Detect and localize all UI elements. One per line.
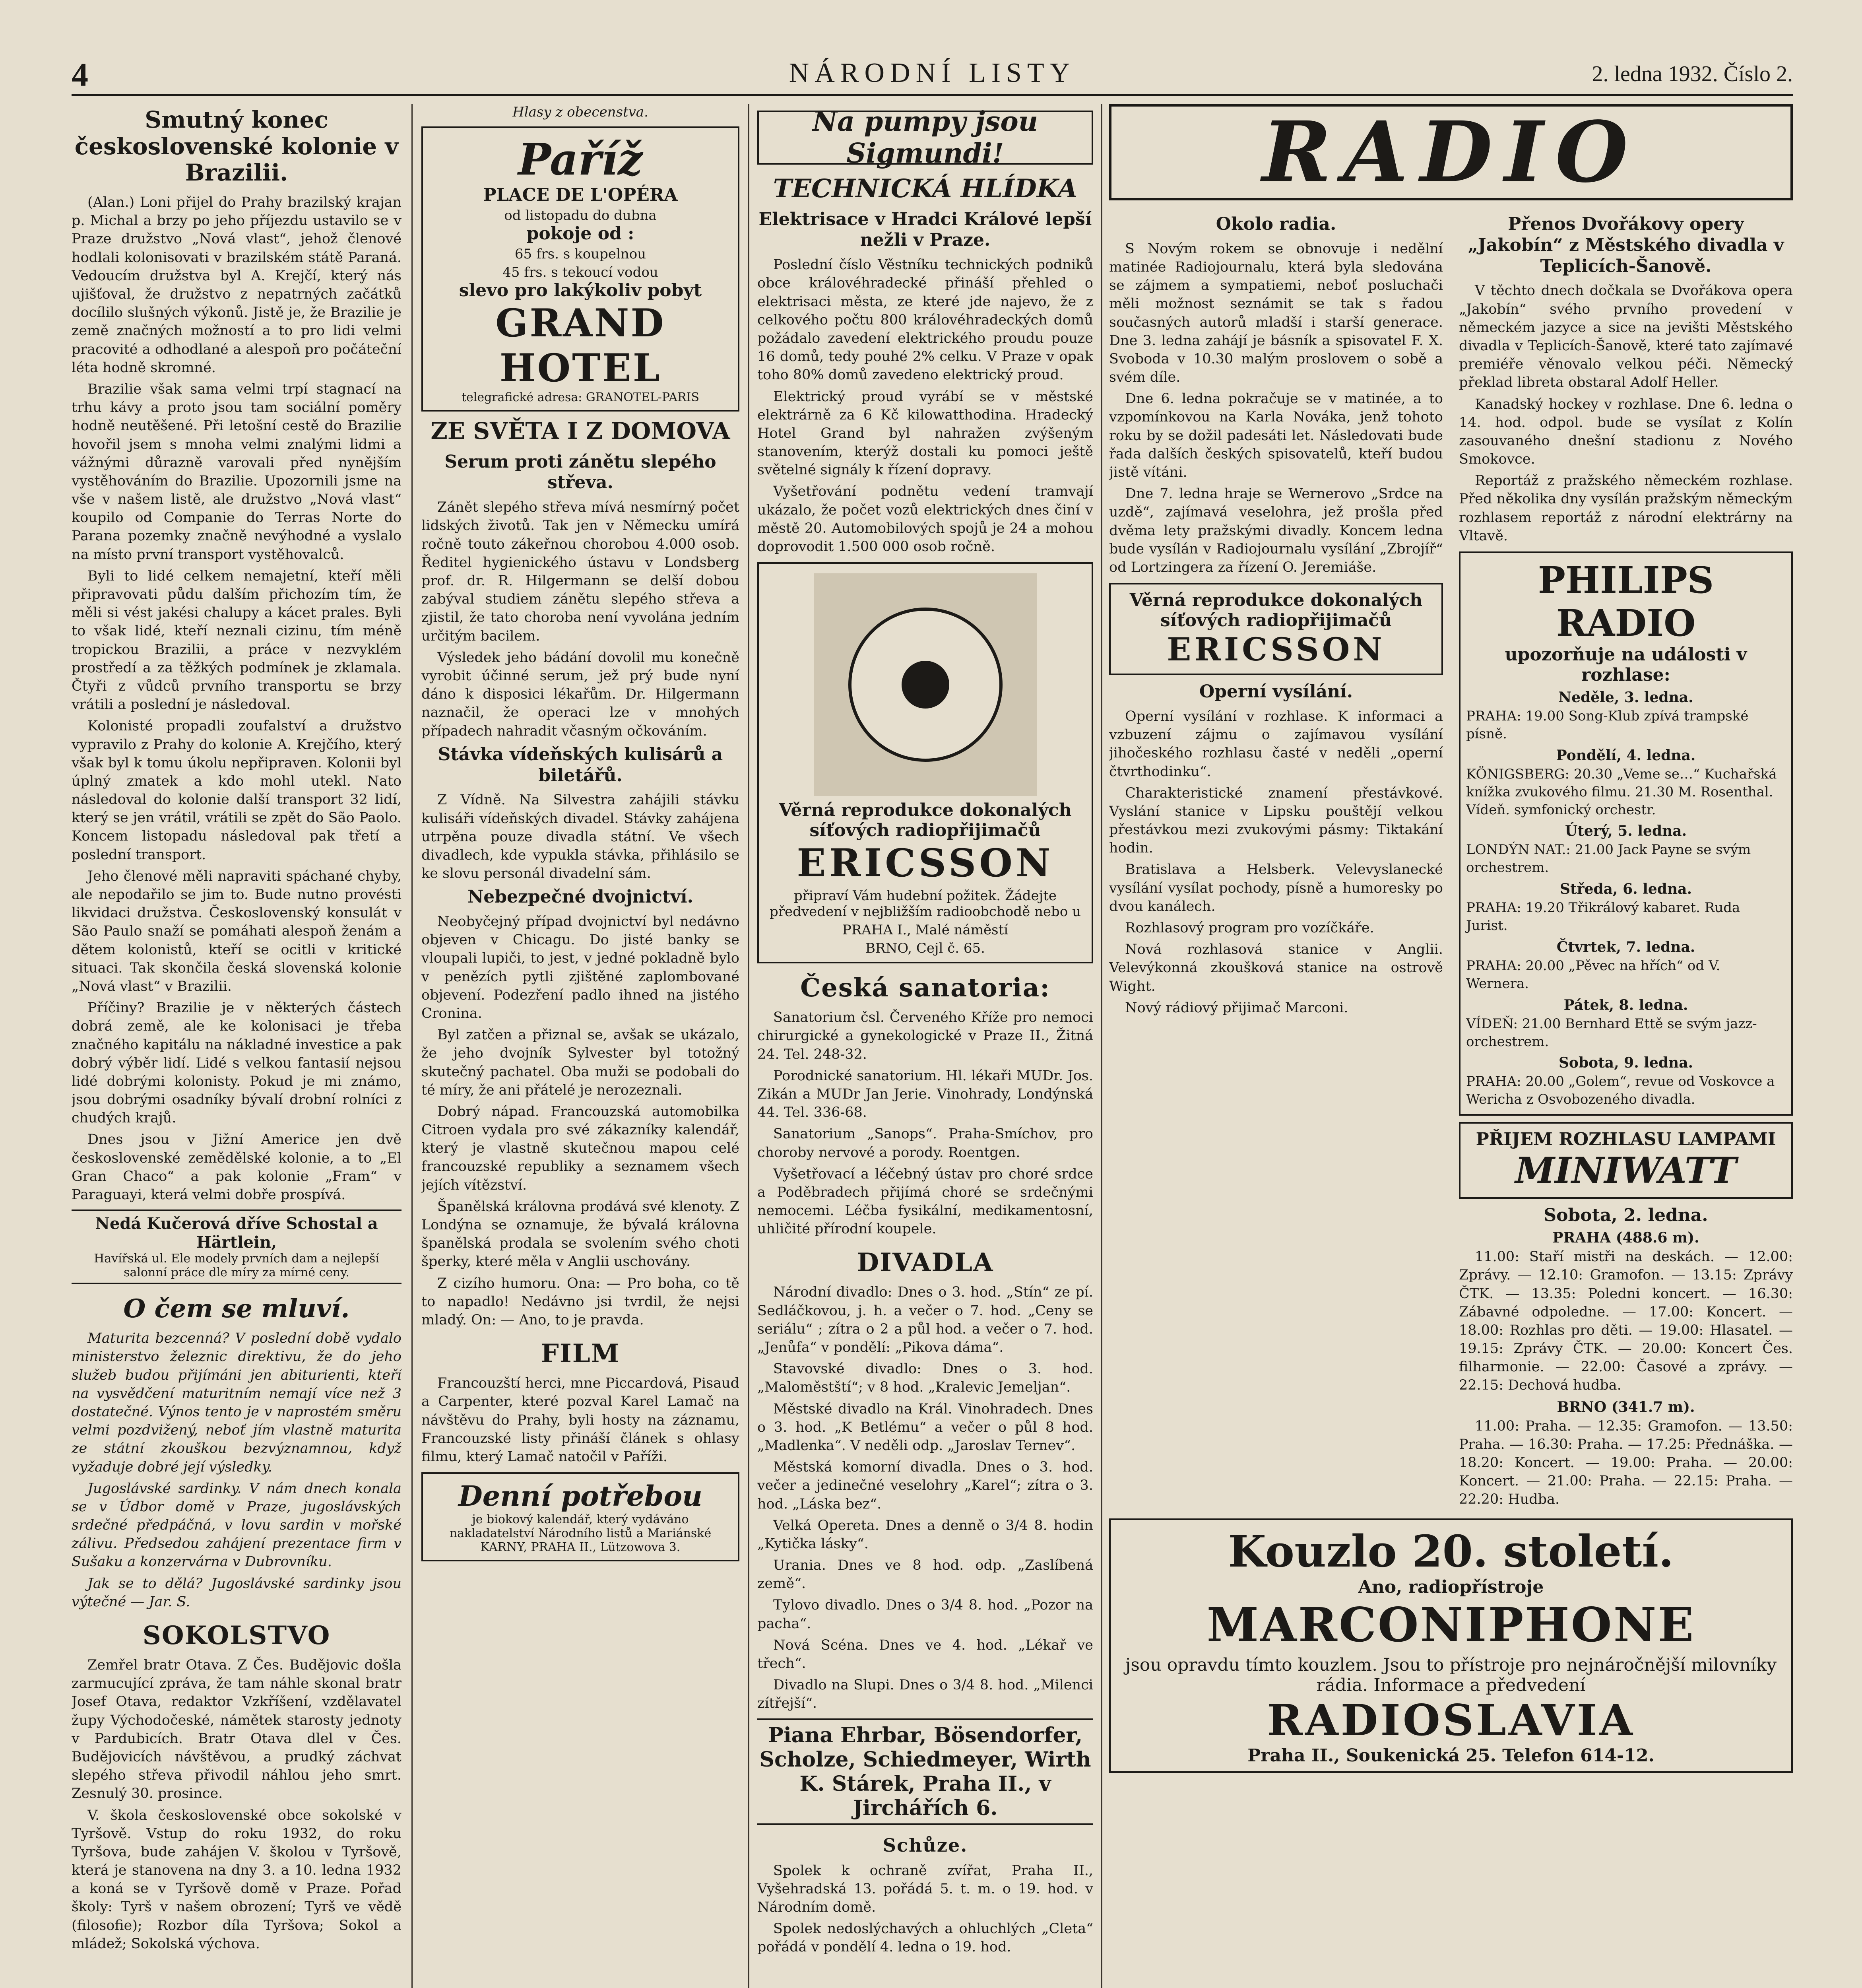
ericsson-small-advertisement xyxy=(1109,583,1443,675)
article-paragraph: Rozhlasový program pro vozíčkáře. xyxy=(1125,920,1374,936)
article-paragraph: Španělská královna prodává své klenoty. Z Londýna se oznamuje, že bývalá královna španělská prodala se svolením svého choti šperky, které měla v Anglii uschovány. xyxy=(421,1198,739,1270)
grand-hotel-advertisement xyxy=(421,126,739,412)
article-paragraph: Reportáž z pražského německém rozhlase. Před několika dny vysílán pražským německým rozhlasem reportáž z národní elektrárny na Vltavě. xyxy=(1459,473,1793,544)
program-entry: LONDÝN NAT.: 21.00 Jack Payne se svým orchestrem. xyxy=(1466,842,1751,876)
header-rule xyxy=(72,94,1793,96)
listing-item: Sanatorium čsl. Červeného Kříže pro nemoci chirurgické a gynekologické v Praze II., Žitná 24. Tel. 248-32. xyxy=(757,1010,1093,1062)
radio-section-title: RADIO xyxy=(1109,104,1793,200)
article-paragraph: Poslední číslo Věstníku technických podniků obce královéhradecké přináší přehled o elektrisaci města, ze které jde najevo, že z celkového počtu 800 královéhradeckých domů požádalo zavedení elektrického proudu pouze 16 domů, tedy pouhé 2% celku. V Praze v opak toho 80% domů zavedeno elektrický proud. xyxy=(757,257,1093,383)
article-headline: Elektrisace v Hradci Králové lepší nežli v Praze. xyxy=(758,209,1092,250)
section-heading: ZE SVĚTA I Z DOMOVA xyxy=(431,417,730,445)
listing-item: Sanatorium „Sanops“. Praha-Smíchov, pro choroby nervové a porody. Roentgen. xyxy=(757,1126,1093,1161)
ad-caption: Hlasy z obecenstva. xyxy=(512,104,648,120)
article-paragraph: Neobyčejný případ dvojnictví byl nedávno objeven v Chicagu. Do jisté banky se vloupali lupiči, to jest, v jedné pokladně bylo v penězích pytli zjištěné zaplombované objevení. Podezření padlo ihned na jistého Cronina. xyxy=(421,914,739,1021)
piano-advertisement: Piana Ehrbar, Bösendorfer, Scholze, Schiedmeyer, Wirth K. Stárek, Praha II., v Jirchářích 6. xyxy=(757,1718,1093,1825)
article-paragraph: Jugoslávské sardinky. V nám dnech konala se v Údbor domě v Praze, jugoslávských srdečné předpáčná, v lovu sardin v mořské zálivu. Předsedou zahájení prezentace firm v Sušaku a konzervárna v Dubrovníku. xyxy=(72,1480,401,1570)
column-4 xyxy=(1109,104,1793,1988)
theatre-listing: Národní divadlo: Dnes o 3. hod. „Stín“ ze pí. Sedláčkovou, j. h. a večer o 7. hod. „Ceny se seriálu“ ; zítra o 2 a půl hod. a večer o 7. hod. „Jenůfa“ v pondělí: „Pikova dáma“. xyxy=(757,1284,1093,1355)
ad-line: PŘIJEM ROZHLASU LAMPAMI xyxy=(1476,1129,1776,1150)
article-paragraph: S Novým rokem se obnovuje i nedělní matinée Radiojournalu, která byla sledována se zájmem a sympatiemi, neboť posluchači měli možnost seznámit se tak s řadou současných autorů mladší i starší generace. Dne 3. ledna zahájí je básník a spisovatel F. X. Svoboda v 10.30 malým proslovem o sobě a svém díle. xyxy=(1109,241,1443,386)
column-3 xyxy=(757,104,1093,1988)
listing-item: Vyšetřovací a léčebný ústav pro choré srdce a Poděbradech přijímá choré se srdečnými nemocemi. Léčba fysikální, medikamentosní, uhličité přírodní koupele. xyxy=(757,1166,1093,1237)
marconiphone-advertisement xyxy=(1109,1518,1793,1773)
radio-subcolumn-left xyxy=(1109,210,1443,1512)
theatre-listing: Velká Operetа. Dnes a denně o 3/4 8. hodin „Kytička lásky“. xyxy=(757,1517,1093,1552)
ad-line: připraví Vám hudební požitek. Žádejte předvedení v nejbližším radioobchodě nebo u xyxy=(770,888,1081,920)
section-heading: Česká sanatoria: xyxy=(800,973,1050,1003)
ad-title: Denní potřebou xyxy=(458,1479,702,1513)
ad-line: Ano, radiopřístroje xyxy=(1358,1576,1544,1597)
ad-subtitle: PLACE DE L'OPÉRA xyxy=(483,185,678,205)
article-paragraph: Brazilie však sama velmi trpí stagnací na trhu kávy a proto jsou tam sociální poměry hodně neutěšené. Při letošní cestě do Brazilie hovořil jsem s mnoha velmi znalými lidmi a vážnými důrazně varovali před nynějším vystěhováním do Brazilie. Upozornili jsme na vše v našem listě, ale družstvo „Nová vlast“ koupilo od Companie do Terras Norte do Parana pozemky značně nevýhodné a vyslalo na místo první transport vystěhovalců. xyxy=(72,381,401,563)
article-paragraph: Spolek nedoslýchavých a ohluchlých „Cleta“ pořádá v pondělí 4. ledna o 19. hod. xyxy=(757,1921,1093,1955)
theatre-listing: Nová Scéna. Dnes ve 4. hod. „Lékař ve třech“. xyxy=(757,1637,1093,1672)
article-headline: Okolo radia. xyxy=(1216,214,1336,234)
program-day: Pondělí, 4. ledna. xyxy=(1556,747,1696,764)
article-paragraph: Nový rádiový přijimač Marconi. xyxy=(1125,1000,1348,1016)
column-2 xyxy=(421,104,739,1988)
article-paragraph: Dne 7. ledna hraje se Wernerovo „Srdce na uzdě“, zajímavá veselohra, jež prošla před dvěma lety pražskými divadly. Koncem ledna bude vysílán v Radiojournalu vysílání „Zbrojíř“ od Lortzingera za řízení O. Jeremiáše. xyxy=(1109,486,1443,575)
article-paragraph: Byl zatčen a přiznal se, avšak se ukázalo, že jeho dvojník Sylvester byl totožný skutečný pachatel. Oba muži se podobali do té míry, že ani přátelé je nerozeznali. xyxy=(421,1027,739,1098)
radio-subcolumn-right xyxy=(1459,210,1793,1512)
ericsson-advertisement xyxy=(757,562,1093,963)
ad-address: PRAHA I., Malé náměstí xyxy=(842,922,1009,938)
program-schedule: 11.00: Staří mistři na deskách. — 12.00: Zprávy. — 12.10: Gramofon. — 13.15: Zprávy ČTK. — 13.35: Poledni koncert. — 16.30: Zábavné odpoledne. — 17.00: Koncert. — 18.00: Rozhlas pro děti. — 19.00: Hlasatel. — 19.15: Zprávy ČTK. — 20.00: Koncert Čes. filharmonie. — 22.00: Časové a zprávy. — 22.15: Dechová hudba. xyxy=(1459,1249,1793,1394)
article-headline: Operní vysílání. xyxy=(1199,681,1353,702)
ad-headline: Kouzlo 20. století. xyxy=(1228,1525,1674,1577)
theatre-listing: Tylovo divadlo. Dnes o 3/4 8. hod. „Pozor na pacha“. xyxy=(757,1597,1093,1632)
advertisement xyxy=(72,1209,401,1284)
section-heading: Schůze. xyxy=(883,1834,968,1856)
program-day: Pátek, 8. ledna. xyxy=(1563,996,1688,1013)
ad-price: 45 frs. s tekoucí vodou xyxy=(502,264,658,280)
article-paragraph: Spolek k ochraně zvířat, Praha II., Vyšehradská 13. pořádá 5. t. m. o 19. hod. v Národním domě. xyxy=(757,1862,1093,1915)
ad-firm: RADIOSLAVIA xyxy=(1267,1695,1635,1745)
article-paragraph: Jak se to dělá? Jugoslávské sardinky jsou výtečné — Jar. S. xyxy=(72,1575,401,1610)
article-paragraph: Dobrý nápad. Francouzská automobilka Citroen vydala pro své zákazníky kalendář, který je vlastně skutečnou mapou celé francouzské republiky a seznamem všech jejích vítězství. xyxy=(421,1103,739,1193)
program-day: Neděle, 3. ledna. xyxy=(1558,689,1693,706)
article-paragraph: Vyšetřování podnětu vedení tramvají ukázalo, že počet vozů elektrických dnes činí v městě 20. Automobilových spojů je 24 a mohou doprovodit 1.500 000 osob ročně. xyxy=(757,483,1093,555)
ad-text: je biokový kalendář, který vydáváno nakladatelství Národního listů a Mariánské KARNY, PRAHA II., Lützowova 3. xyxy=(449,1512,712,1555)
ad-text: jsou opravdu tímto kouzlem. Jsou to přístroje pro nejnáročnější milovníky rádia. Informace a předvedení xyxy=(1125,1654,1777,1695)
article-paragraph: Dnes jsou v Jižní Americe jen dvě československé zemědělské kolonie, a to „El Gran Chaco“ a pak kolonie „Fram“ v Paraguayi, která velmi dobře prospívá. xyxy=(72,1132,401,1203)
article-paragraph: Zánět slepého střeva mívá nesmírný počet lidských životů. Tak jen v Německu umírá ročně touto zákeřnou chorobou 4.000 osob. Ředitel hygienického ústavu v Londsberg prof. dr. R. Hilgermann se delší dobou zabýval studiem zánětu slepého střeva a zjistil, že tato choroba není vyvolána jedním určitým bacilem. xyxy=(421,499,739,644)
program-entry: KÖNIGSBERG: 20.30 „Veme se…“ Kuchařská knížka zvukového filmu. 21.30 M. Rosenthal. Vídeň. symfonický orchestr. xyxy=(1466,766,1777,818)
section-heading: O čem se mluví. xyxy=(123,1294,350,1324)
ad-text: Havířská ul. Ele modely prvních dam a nejlepší salonní práce dle míry za mírné ceny. xyxy=(94,1252,379,1280)
program-entry: PRAHA: 19.20 Třikrálový kabaret. Ruda Jurist. xyxy=(1466,900,1740,934)
article-headline: Serum proti zánětu slepého střeva. xyxy=(444,451,716,493)
article-paragraph: V. škola československé obce sokolské v Tyršově. Vstup do roku 1932, do roku Tyršova, bude zahájen V. školou v Tyršově, která je stanovena na dny 3. a 10. ledna 1932 a koná se v Tyršově domě v Praze. Pořad školy: Tyrš v našem obrození; Tyrš ve vědě (filosofie); Rozbor díla Tyršova; Sokol a mládež; Sokolská výchova. xyxy=(72,1807,401,1952)
philips-advertisement xyxy=(1459,551,1793,1116)
article-paragraph: Z cizího humoru. Ona: — Pro boha, co tě to napadlo! Nedávno jsi tvrdil, že nejsi mladý. On: — Ano, to je pravda. xyxy=(421,1275,739,1328)
ad-brand: GRAND HOTEL xyxy=(495,301,665,390)
ad-slogan: slevo pro lakýkoliv pobyt xyxy=(459,280,702,301)
ad-address: BRNO, Cejl č. 65. xyxy=(865,940,985,957)
calendar-advertisement xyxy=(421,1472,739,1561)
article-headline: Přenos Dvořákovy opery „Jakobín“ z Městského divadla v Teplicích-Šanově. xyxy=(1468,214,1784,276)
ad-subtitle: upozorňuje na události v rozhlase: xyxy=(1505,645,1747,685)
article-paragraph: Příčiny? Brazilie je v některých částech dobrá země, ale ke kolonisaci je třeba značného kapitálu na nákladné investice a pak dobrý výběr lidí. Lidé s velkou fantasií nejsou lidé dobrými kolonisty. Pokud je mi známo, jsou dobrými osadníky bývalí drobní rolníci z chudých krajů. xyxy=(72,1000,401,1126)
program-schedule: 11.00: Praha. — 12.35: Gramofon. — 13.50: Praha. — 16.30: Praha. — 17.25: Přednáška. — 18.20: Koncert. — 19.00: Praha. — 20.00: Koncert. — 21.00: Praha. — 22.15: Praha. — 22.20: Hudba. xyxy=(1459,1418,1793,1508)
masthead: NÁRODNÍ LISTY xyxy=(789,58,1076,88)
article-paragraph: Kolonisté propadli zoufalství a družstvo vypravilo z Prahy do kolonie A. Krejčího, který však byl k tomu úkolu nepřipraven. Kolonii byl úplný zmatek a kdo mohl utekl. Nato následoval do kolonie další transport 32 lidí, který se jen vrátil, vrátili se zpět do São Paolo. Koncem listopadu následoval pak třetí a poslední transport. xyxy=(72,718,401,863)
program-day: Úterý, 5. ledna. xyxy=(1565,823,1687,840)
issue-date: 2. ledna 1932. Číslo 2. xyxy=(1592,62,1793,86)
article-headline: Nebezpečné dvojnictví. xyxy=(467,887,693,907)
article-paragraph: Dne 6. ledna pokračuje se v matinée, a to vzpomínkovou na Karla Nováka, jenž tohoto roku by se dožil padesáti let. Následovati bude řada dalších českých spisovatelů, kteří budou jistě vítáni. xyxy=(1109,391,1443,481)
article-paragraph: Operní vysílání v rozhlase. K informaci a vzbuzení zájmu o zajímavou vysílání jihočeského rozhlasu časté v neděli „operní čtvrthodinku“. xyxy=(1109,708,1443,780)
section-heading: SOKOLSTVO xyxy=(142,1621,331,1650)
ad-price: 65 frs. s koupelnou xyxy=(514,246,646,262)
section-heading: FILM xyxy=(541,1339,620,1369)
ad-brand: ERICSSON xyxy=(797,841,1054,886)
article-paragraph: Francouzští herci, mne Piccardová, Pisaud a Carpenter, které pozval Karel Lamač na návštěvu do Prahy, byli hosty na záznamu, Francouzské listy přináší článek s ohlasy filmu, který Lamač natočil v Paříži. xyxy=(421,1375,739,1465)
column-divider xyxy=(748,104,749,1988)
section-heading: TECHNICKÁ HLÍDKA xyxy=(773,174,1078,204)
article-paragraph: Nová rozhlasová stanice v Anglii. Velevýkonná zkoušková stanice na ostrově Wight. xyxy=(1109,942,1443,994)
radio-top xyxy=(1109,210,1793,1512)
article-paragraph: Zemřel bratr Otava. Z Čes. Budějovic došla zarmucující zpráva, že tam náhle skonal bratr Josef Otava, redaktor Vzkříšení, vzdělavatel župy Východočeské, námětek starosty jednoty v Pardubicích. Bratr Otava dlel v Čes. Budějovicích návštěvou, a prudký záchvat slepého střeva přivodil náhlou jeho smrt. Zesnulý 30. prosince. xyxy=(72,1657,401,1802)
article-headline: Smutný konec československé kolonie v Brazilii. xyxy=(74,106,399,186)
column-1 xyxy=(72,104,401,1988)
ad-brand: MARCONIPHONE xyxy=(1206,1597,1695,1652)
theatre-listing: Urania. Dnes ve 8 hod. odp. „Zaslíbená země“. xyxy=(757,1557,1093,1592)
article-paragraph: Charakteristické znamení přestávkové. Vyslání stanice v Lipsku pouštějí velkou přestávkou mezi zvukovými pásmy: Tiktakání hodin. xyxy=(1109,785,1443,856)
ad-brand: ERICSSON xyxy=(1167,631,1385,668)
ad-city: Paříž xyxy=(518,134,643,185)
column-divider xyxy=(411,104,413,1988)
miniwatt-advertisement xyxy=(1459,1122,1793,1199)
article-paragraph: Elektrický proud vyrábí se v městské elektrárně za 6 Kč kilowatthodina. Hradecký Hotel Grand byl nahražen zvýšeným stanovením, kterýž dostali ku pomoci ještě světelné signály k řízení dopravy. xyxy=(757,388,1093,478)
ad-telegraph: telegrafické adresa: GRANOTEL-PARIS xyxy=(461,390,700,404)
gramophone-illustration-icon xyxy=(814,573,1037,796)
program-entry: PRAHA: 20.00 „Pěvec na hřích“ od V. Wernera. xyxy=(1466,957,1720,992)
ad-title: Nedá Kučerová dříve Schostal a Härtlein, xyxy=(95,1214,378,1252)
ad-line: Věrná reprodukce dokonalých síťových radiopřijimačů xyxy=(779,800,1072,841)
ad-brand: PHILIPS RADIO xyxy=(1538,559,1714,645)
article-paragraph: Výsledek jeho bádání dovolil mu konečně vyrobit účinné serum, jež prý bude nyní dáno k disposici lékařům. Dr. Hilgermann naznačil, že operaci lze v mnohých případech nahradit včasným očkováním. xyxy=(421,649,739,739)
page-number: 4 xyxy=(72,56,88,93)
program-entry: PRAHA: 20.00 „Golem“, revue od Voskovce a Wericha z Osvobozeného divadla. xyxy=(1466,1074,1775,1108)
program-entry: PRAHA: 19.00 Song-Klub zpívá trampské písně. xyxy=(1466,708,1749,742)
ad-line: od listopadu do dubna xyxy=(504,208,657,223)
sigmund-pump-advertisement xyxy=(757,106,1093,169)
theatre-listing: Stavovské divadlo: Dnes o 3. hod. „Maloměstští“; v 8 hod. „Kralevic Jemeljan“. xyxy=(757,1361,1093,1396)
section-heading: DIVADLA xyxy=(857,1248,994,1278)
ad-line: Věrná reprodukce dokonalých síťových radiopřijimačů xyxy=(1129,590,1423,631)
ad-address: Praha II., Soukenická 25. Telefon 614-12. xyxy=(1247,1745,1654,1766)
program-day: Čtvrtek, 7. ledna. xyxy=(1556,938,1695,955)
article-paragraph: (Alan.) Loni přijel do Prahy brazilský krajan p. Michal a brzy po jeho příjezdu ustavilo se v Praze družstvo „Nová vlast“, jehož členové hodlali kolonisovati v brazilském státě Paraná. Vedoucím družstva byl A. Krejčí, který nás ujišťoval, že družstvo z nepatrných začátků docílilo slušných výkonů. Jistě je, že Brazilie je země značných možností a to pro lidi velmi pracovité a odhodlané a alespoň pro počáteční léta hodně skromné. xyxy=(72,194,401,376)
ad-brand: MINIWATT xyxy=(1515,1149,1737,1192)
program-entry: VÍDEŇ: 21.00 Bernhard Ettě se svým jazz-orchestrem. xyxy=(1466,1015,1757,1050)
theatre-listing: Divadlo na Slupi. Dnes o 3/4 8. hod. „Milenci zítřejší“. xyxy=(757,1677,1093,1712)
article-paragraph: Maturita bezcenná? V poslední době vydalo ministerstvo železnic direktivu, že do jeho služeb budou přijímáni jen abiturienti, kteří na vysvědčení maturitním nemají více než 3 dostatečné. Výnos tento je v naprostém směru velmi pozdvižený, neboť jím vlastně maturita ze státní zkouškou bezvýznamnou, když vyžaduje dobré její výsledky. xyxy=(72,1330,401,1475)
theatre-listing: Městská komorní divadla. Dnes o 3. hod. večer a jedinečné veselohry „Karel“; zítra o 3. hod. „Láska bez“. xyxy=(757,1459,1093,1512)
page-header xyxy=(72,56,1793,91)
program-day: Sobota, 2. ledna. xyxy=(1544,1205,1708,1226)
program-station: PRAHA (488.6 m). xyxy=(1552,1229,1699,1246)
article-paragraph: Kanadský hockey v rozhlase. Dne 6. ledna o 14. hod. odpol. bude se vysílat z Kolín zasouvaného dnešní stadionu z Nového Smokovce. xyxy=(1459,396,1793,468)
article-paragraph: Jeho členové měli napraviti spáchané chyby, ale nepodařilo se jim to. Bude nutno provésti likvidaci družstva. Československý konsulát v São Paulo snaží se pomáhati alespoň ženám a dětem kolonistů, kteří se ocitli v kritické situaci. Tak skončila česká slovenská kolonie „Nová vlast“ v Brazilii. xyxy=(72,868,401,994)
article-paragraph: Bratislava a Helsberk. Velevyslanecké vysílání vysílat pochody, písně a humoresky po dvou kanálech. xyxy=(1109,862,1443,914)
column-divider xyxy=(1101,104,1102,1988)
listing-item: Porodnické sanatorium. Hl. lékaři MUDr. Jos. Zikán a MUDr Jan Jerie. Vinohrady, Londýnská 44. Tel. 336-68. xyxy=(757,1068,1093,1121)
ad-price: pokoje od : xyxy=(526,223,634,244)
ad-slogan: Na pumpy jsou Sigmundi! xyxy=(812,106,1038,169)
article-headline: Stávka vídeňských kulisárů a biletářů. xyxy=(438,744,723,786)
theatre-listing: Městské divadlo na Král. Vinohradech. Dnes o 3. hod. „K Betlému“ a večer o půl 8 hod. „Madlenka“. V neděli odp. „Jaroslav Ternev“. xyxy=(757,1401,1093,1454)
article-paragraph: Z Vídně. Na Silvestra zahájili stávku kulisáři vídeňských divadel. Stávky zahájena utrpěna pouze divadla státní. Ve všech divadlech, kde vypukla stávka, přihlásilo se ke slovu personál divadelní sám. xyxy=(421,792,739,882)
article-paragraph: Byli to lidé celkem nemajetní, kteří měli připravovati půdu dalším přichozím tím, že měli si vést jakési chalupy a kácet prales. Byli to však lidé, kteří neznali cizinu, tím méně tropickou Brazilii, a práce v nezvyklém prostředí a za těžkých podmínek je zklamala. Čtyři z vůdců prvního transportu se brzy vrátili a poslední je následoval. xyxy=(72,568,401,713)
program-station: BRNO (341.7 m). xyxy=(1557,1398,1695,1415)
program-day: Sobota, 9. ledna. xyxy=(1558,1054,1693,1072)
program-day: Středa, 6. ledna. xyxy=(1560,881,1692,898)
article-paragraph: V těchto dnech dočkala se Dvořákova opera „Jakobín“ svého prvního provedení v německém jazyce a sice na jevišti Městského divadla v Teplicích-Šanově, které tato zajímavé premiéře věnovalo velkou péči. Německý překlad libreta obstaral Adolf Heller. xyxy=(1459,283,1793,391)
